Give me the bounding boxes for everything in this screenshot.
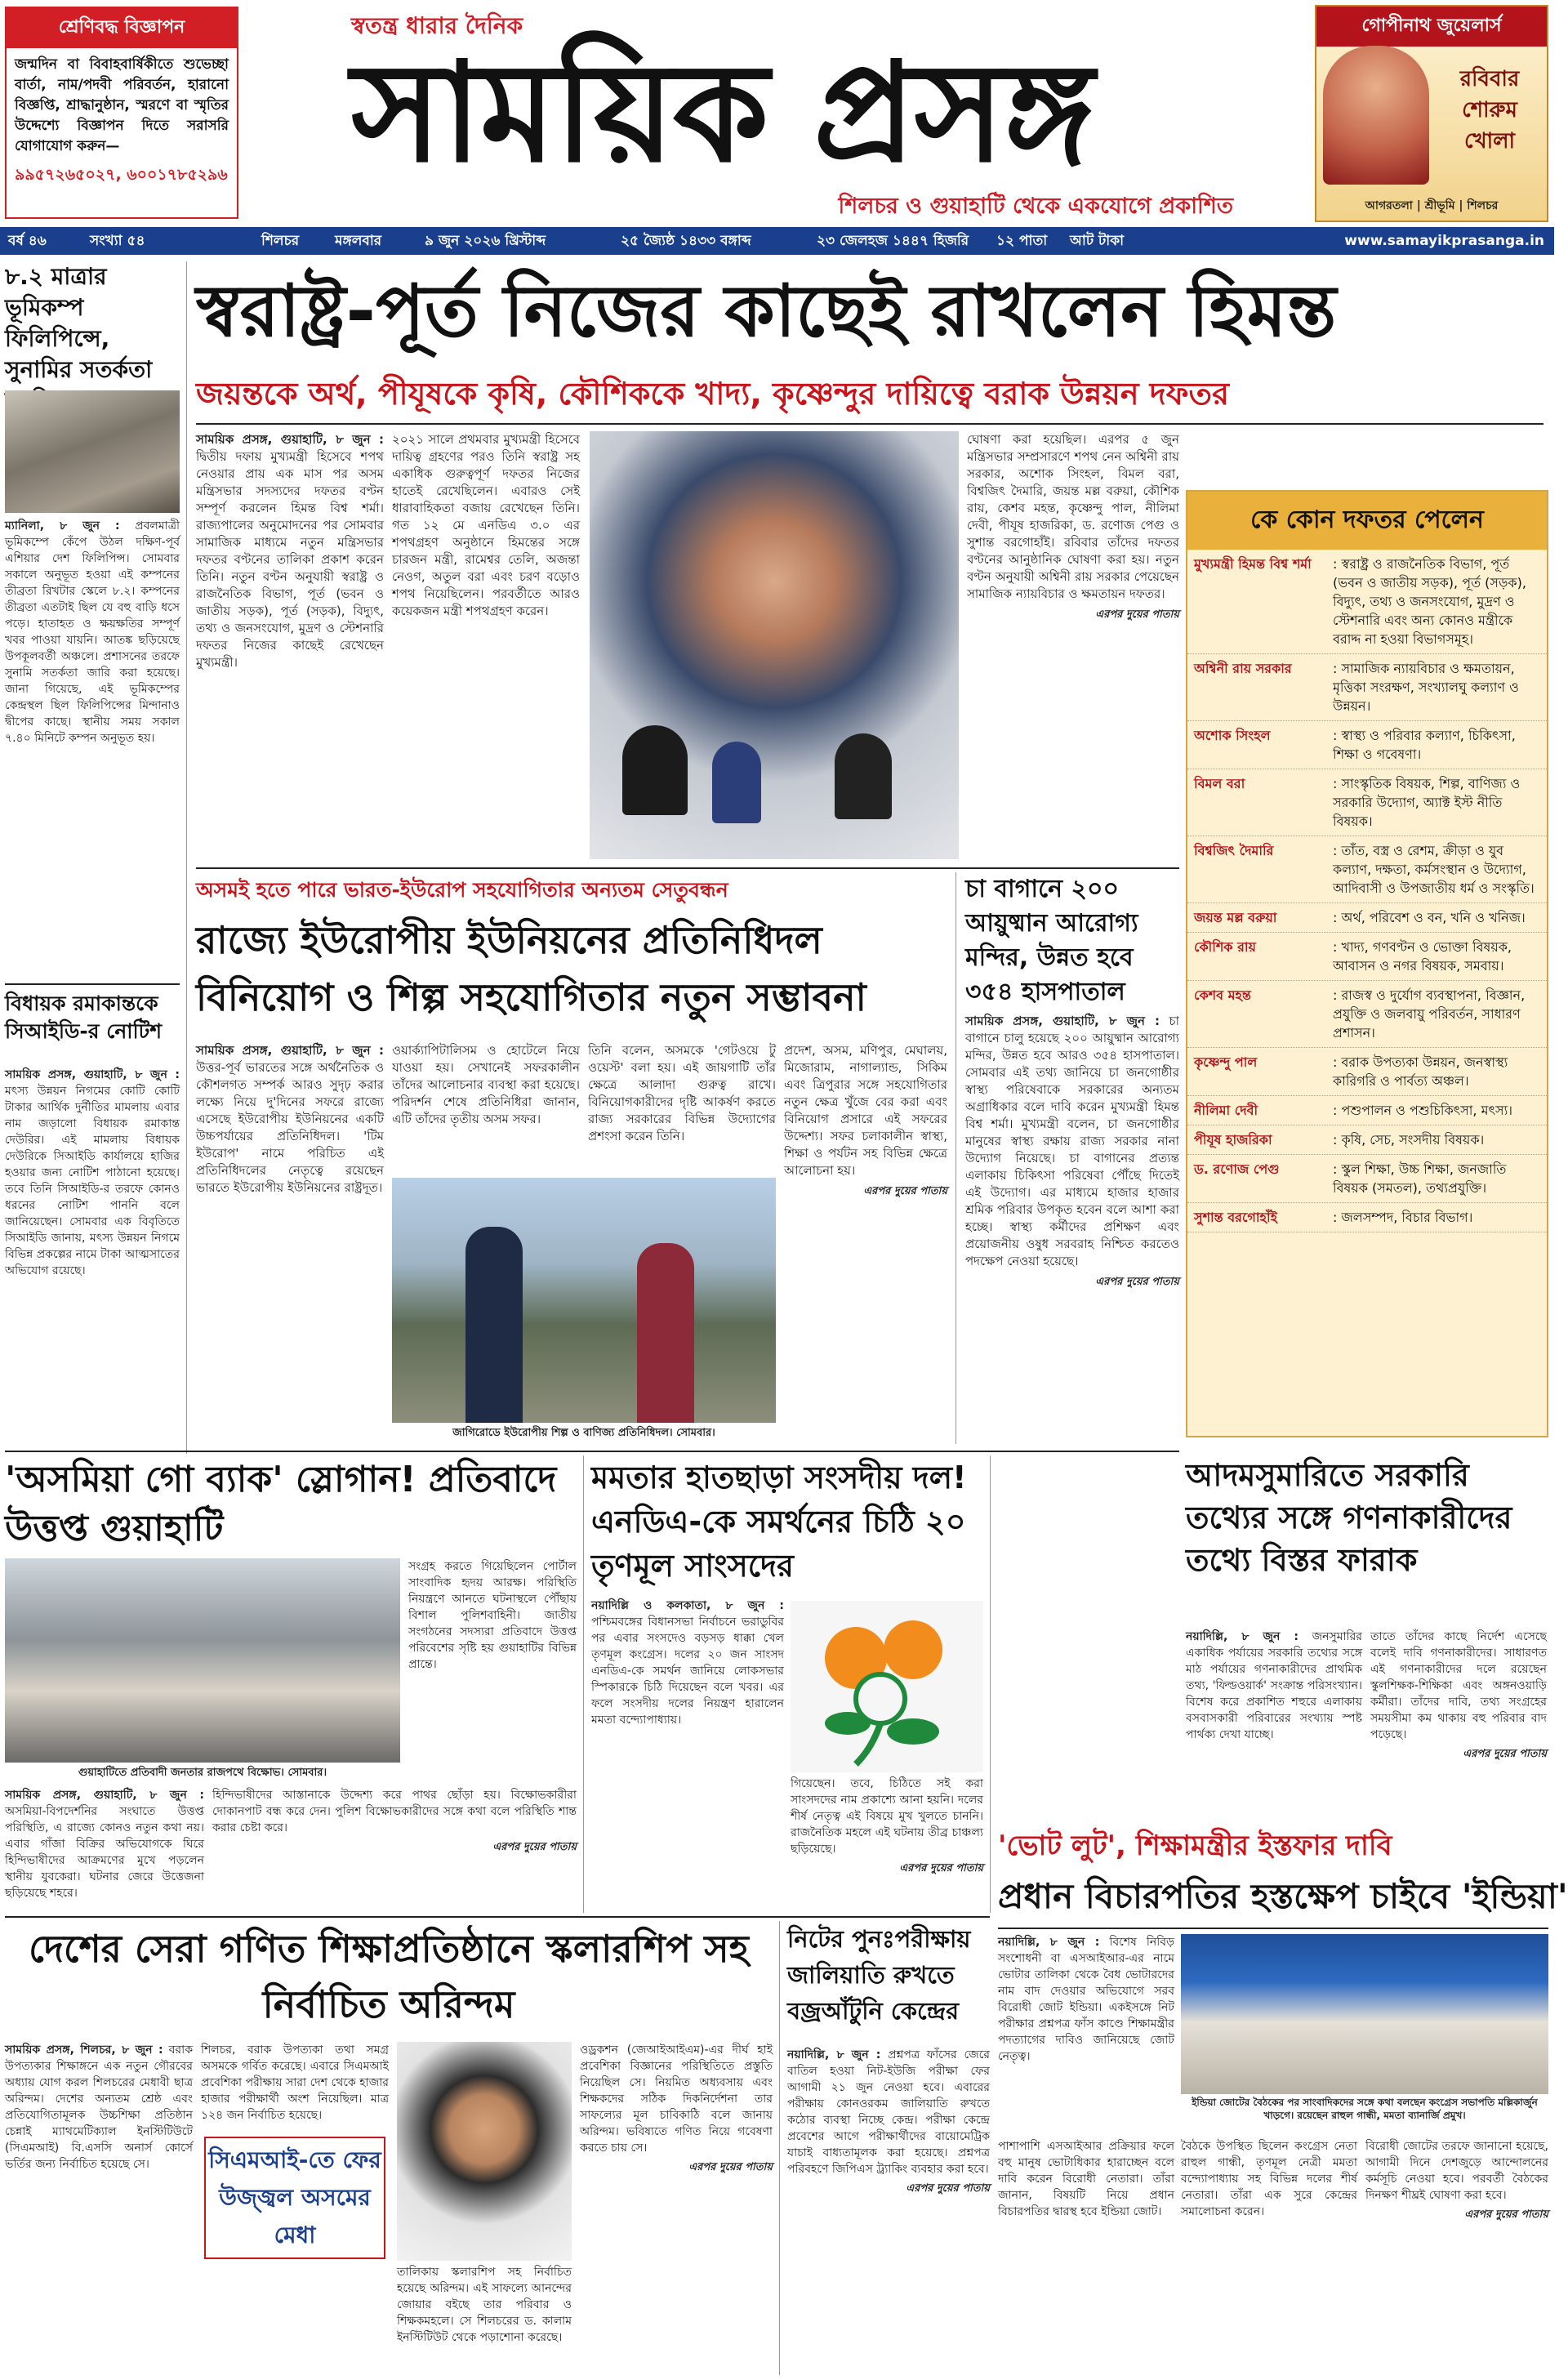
minister-name: কৌশিক রায়	[1194, 939, 1256, 955]
portfolio-heading: কে কোন দফতর পেলেন	[1187, 492, 1547, 550]
mla-headline: বিধায়ক রমাকান্তকে সিআইডি-র নোটিশ	[5, 992, 163, 1043]
scholar-headline: দেশের সেরা গণিত শিক্ষাপ্রতিষ্ঠানে স্কলারশিপ সহ নির্বাচিত অরিন্দম	[29, 1927, 749, 2026]
vote-text-1: বিশেষ নিবিড় সংশোধনী বা এসআইআর-এর নামে ভোটার তালিকা থেকে বৈধ ভোটারদের নাম বাদ দেওয়ার অভিযোগে সরব বিরোধী জোট ইন্ডিয়া। একইসঙ্গে নিট পরীক্ষার প্রশ্নপত্র ফাঁস কাণ্ডে শিক্ষামন্ত্রীর পদত্যাগের দাবিও জানিয়েছে জোট নেতৃত্ব।	[998, 1936, 1175, 2063]
portfolio-row	[1187, 1096, 1547, 1125]
minister-name: মুখ্যমন্ত্রী হিমন্ত বিশ্ব শর্মা	[1194, 556, 1312, 572]
portfolio-row	[1187, 1203, 1547, 1232]
tea-body	[965, 1013, 1179, 1446]
assam-text-2: সংগ্রহ করতে গিয়েছিলেন পোর্টাল সাংবাদিক হৃদয় আরক্ষ। পরিস্থিতি নিয়ন্ত্রণে আনতে ঘটনাস্থলে পৌঁছায় বিশাল পুলিশবাহিনী। জাতীয় সংগঠনের সদস্যরা প্রতিবাদে উত্তপ্ত পরিবেশের সৃষ্টি হয় গুয়াহাটির বিভিন্ন প্রান্তে।	[408, 1560, 577, 1671]
ad-text: রবিবার শোরুম খোলা	[1459, 67, 1520, 154]
assam-continued[interactable]: এরপর দুয়ের পাতায়	[492, 1841, 577, 1853]
vote-kicker: 'ভোট লুট', শিক্ষামন্ত্রীর ইস্তফার দাবি	[998, 1830, 1392, 1862]
mamata-text-2: গিয়েছেন। তবে, চিঠিতে সই করা সাংসদদের নাম প্রকাশ্যে আনা হয়নি। দলের শীর্ষ নেতৃত্ব এই বিষয়ে মুখ খুলতে চাননি। রাজনৈতিক মহলে এই ঘটনায় তীব্র চাঞ্চল্য ছড়িয়েছে।	[791, 1777, 983, 1856]
minister-departments: : জলসম্পদ, বিচার বিভাগ।	[1333, 1210, 1473, 1225]
issue: সংখ্যা ৫৪	[90, 233, 145, 249]
vote-photo	[1181, 1934, 1548, 2094]
lead-col-2	[392, 431, 580, 864]
census-text-2: তাতে তাঁদের কাছে নির্দেশ এসেছে বলেই দাবি গণনাকারীদের। সাধারণত এই গণনাকারীদের দলে রয়েছেন স্কুলশিক্ষক-শিক্ষিকা এবং অঙ্গনওয়াড়ি কর্মীরা। তাঁদের দাবি, তথ্য সংগ্রহের সময়সীমা কম থাকায় বহু পরিবার বাদ পড়েছে।	[1370, 1630, 1547, 1741]
vote-col-4	[1365, 2138, 1548, 2375]
person-figure	[637, 1243, 694, 1423]
census-col-2	[1370, 1629, 1547, 1816]
minister-departments: : তাঁত, বস্ত্র ও রেশম, ক্রীড়া ও যুব কল্যাণ, দক্ষতা, কর্মসংস্থান ও উদ্যোগ, আদিবাসী ও উপজাতীয় ধর্ম ও সংস্কৃতি।	[1333, 843, 1535, 896]
flower-logo-icon	[791, 1601, 983, 1772]
microphone-icon	[835, 733, 892, 819]
europe-text-1: উত্তর-পূর্ব ভারতের সঙ্গে অর্থনৈতিক ও কৌশলগত সম্পর্ক আরও সুদৃঢ় করার লক্ষ্যে নিয়ে দু'দিনের সফরে রাজ্যে এসেছে ইউরোপীয় ইউনিয়নের একটি উচ্চপর্যায়ের প্রতিনিধিদল। 'টিম ইউরোপ' নামে পরিচিত এই প্রতিনিধিদলের নেতৃত্বে রয়েছেন ভারতে ইউরোপীয় ইউনিয়নের রাষ্ট্রদূত।	[196, 1060, 384, 1195]
ad-address: আগরতলা | শ্রীভূমি | শিলচর	[1365, 199, 1499, 212]
portfolio-row	[1187, 903, 1547, 933]
volume: বর্ষ ৪৬	[8, 233, 47, 249]
assam-col-3	[212, 1787, 577, 1910]
divider	[5, 1451, 1179, 1452]
minister-departments: : অর্থ, পরিবেশ ও বন, খনি ও খনিজ।	[1333, 910, 1526, 925]
website-link[interactable]: www.samayikprasanga.in	[1344, 233, 1544, 249]
info-bar	[0, 227, 1554, 255]
minister-departments: : সাংস্কৃতিক বিষয়ক, শিল্প, বাণিজ্য ও সরকারি উদ্যোগ, অ্যাক্ট ইস্ট নীতি বিষয়ক।	[1333, 776, 1521, 829]
day: মঙ্গলবার	[335, 233, 382, 249]
lead-continued[interactable]: এরপর দুয়ের পাতায়	[1095, 608, 1179, 621]
lead-text-1: দ্বিতীয় দফায় মুখ্যমন্ত্রী হিসেবে শপথ নেওয়ার প্রায় এক মাস পর অসম মন্ত্রিসভার সদস্যদের দফতর বণ্টন সম্পূর্ণ করলেন হিমন্ত বিশ্ব শর্মা। রাজ্যপালের অনুমোদনের পর সোমবার সামাজিক মাধ্যমে নতুন মন্ত্রিসভার দফতর বণ্টনের তালিকা প্রকাশ করেন তিনি। নতুন বণ্টন অনুযায়ী স্বরাষ্ট্র ও রাজনৈতিক বিভাগ, পূর্ত (ভবন ও জাতীয় সড়ক), পূর্ত (সড়ক), বিদ্যুৎ, তথ্য ও জনসংযোগ, মুদ্রণ ও স্টেশনারি দফতর নিজের কাছেই রেখেছেন মুখ্যমন্ত্রী।	[196, 449, 384, 670]
lead-text-2: ২০২১ সালে প্রথমবার মুখ্যমন্ত্রী হিসেবে দায়িত্ব গ্রহণের পরও তিনি স্বরাষ্ট্র সহ একাধিক গুরুত্বপূর্ণ দফতর নিজের হাতেই রেখেছিলেন। এবারও সেই ধারাবাহিকতা বজায় রেখেছেন তিনি। গত ১২ মে এনডিএ ৩.০ এর শপথগ্রহণ অনুষ্ঠানে হিমন্তের সঙ্গে চারজন মন্ত্রী, রামেশ্বর তেলি, অজন্তা নেওগ, অতুল বরা এবং চরণ বড়োও শপথ নিয়েছিলেন। পরবর্তীতে আরও কয়েকজন মন্ত্রী শপথগ্রহণ করেন।	[392, 432, 580, 618]
masthead-title: সাময়িক প্রসঙ্গ	[351, 33, 1093, 193]
ad-brand: গোপীনাথ জুয়েলার্স	[1316, 7, 1547, 47]
minister-name: বিমল বরা	[1194, 776, 1245, 791]
minister-departments: : বরাক উপত্যকা উন্নয়ন, জনস্বাস্থ্য কারিগরি ও পার্বত্য অঞ্চল।	[1333, 1054, 1508, 1089]
divider	[5, 1916, 990, 1918]
date-english: ৯ জুন ২০২৬ খ্রিস্টাব্দ	[425, 233, 546, 249]
vote-text-2: পাশাপাশি এসআইআর প্রক্রিয়ার ফলে বহু মানুষ ভোটাধিকার হারাচ্ছেন বলে দাবি করেন বিরোধী নেতারা। তাঁরা জানান, বিষয়টি নিয়ে প্রধান বিচারপতির দ্বারস্থ হবে ইন্ডিয়া জোট।	[998, 2140, 1174, 2218]
scholar-dateline: সাময়িক প্রসঙ্গ, শিলচর, ৮ জুন :	[5, 2044, 163, 2057]
vote-headline: প্রধান বিচারপতির হস্তক্ষেপ চাইবে 'ইন্ডিয়া'	[998, 1876, 1568, 1916]
minister-name: অশ্বিনী রায় সরকার	[1194, 661, 1292, 676]
portfolio-row	[1187, 721, 1547, 769]
scholar-photo	[397, 2042, 572, 2261]
europe-caption: জাগিরোডে ইউরোপীয় শিল্প ও বাণিজ্য প্রতিনিধিদল। সোমবার।	[452, 1427, 715, 1439]
assam-col-2	[408, 1558, 577, 1784]
lead-headline: স্বরাষ্ট্র-পূর্ত নিজের কাছেই রাখলেন হিমন্ত	[196, 269, 1337, 353]
minister-departments: : সামাজিক ন্যায়বিচার ও ক্ষমতায়ন, মৃত্তিকা সংরক্ষণ, সংখ্যালঘু কল্যাণ ও উন্নয়ন।	[1333, 661, 1519, 714]
minister-departments: : স্বরাষ্ট্র ও রাজনৈতিক বিভাগ, পূর্ত (ভবন ও জাতীয় সড়ক), পূর্ত (সড়ক), বিদ্যুৎ, তথ্য ও জনসংযোগ, মুদ্রণ ও স্টেশনারি এবং অন্য কোনও মন্ত্রীকে বরাদ্দ না হওয়া বিভাগসমূহ।	[1333, 556, 1526, 647]
column-rule	[583, 1455, 584, 1913]
vote-col-2	[998, 2138, 1174, 2375]
mamata-col-1	[591, 1598, 784, 1908]
date-hijri: ২৩ জেলহজ ১৪৪৭ হিজরি	[817, 233, 969, 249]
quake-text: প্রবলমাত্রী ভূমিকম্পে কেঁপে উঠল দক্ষিণ-পূর্ব এশিয়ার দেশ ফিলিপিন্স। সোমবার সকালে অনুভূত হওয়া এই কম্পনের তীব্রতা রিখটার স্কেলে ৮.২। কম্পনের তীব্রতা এতটাই ছিল যে বহু বাড়ি ধসে পড়ে। হাতাহত ও ক্ষয়ক্ষতির সম্পূর্ণ খবর পাওয়া যায়নি। আতঙ্ক ছড়িয়েছে উপকূলবর্তী অঞ্চলে। প্রশাসনের তরফে সুনামি সতর্কতা জারি করা হয়েছে। জানা গিয়েছে, এই ভূমিকম্পের কেন্দ্রস্থল ছিল ফিলিপিন্সের মিন্দানাও দ্বীপের কাছে। স্থানীয় সময় সকাল ৭.৪০ মিনিটে কম্পন অনুভূত হয়।	[5, 519, 180, 745]
tea-text: চা বাগানে চালু হয়েছে ২০০ আয়ুষ্মান আরোগ্য মন্দির, উন্নত হবে আরও ৩৫৪ হাসপাতাল। সোমবার এই তথ্য জানিয়ে চা জনগোষ্ঠীর স্বাস্থ্য পরিষেবাকে সরকারের অন্যতম অগ্রাধিকার বলে দাবি করেন মুখ্যমন্ত্রী হিমন্ত বিশ্ব শর্মা। মুখ্যমন্ত্রী বলেন, চা জনগোষ্ঠীর মানুষের স্বাস্থ্য রক্ষায় রাজ্য সরকার নানা উদ্যোগ নিয়েছে। চা বাগানের প্রত্যন্ত এলাকায় চিকিৎসা পরিষেবা পৌঁছে দিতেই এই উদ্যোগ। এর মাধ্যমে হাজার হাজার শ্রমিক পরিবার উপকৃত হবেন বলে আশা করা হচ্ছে। স্বাস্থ্য কর্মীদের প্রশিক্ষণ এবং প্রয়োজনীয় ওষুধ সরবরাহ নিশ্চিত করতেও পদক্ষেপ নেওয়া হয়েছে।	[965, 1014, 1179, 1268]
portfolio-row	[1187, 1155, 1547, 1203]
assam-headline: 'অসমিয়া গো ব্যাক' স্লোগান! প্রতিবাদে উত্তপ্ত গুয়াহাটি	[5, 1459, 557, 1549]
classified-box	[5, 7, 238, 219]
minister-departments: : কৃষি, সেচ, সংসদীয় বিষয়ক।	[1333, 1132, 1485, 1148]
portfolio-list	[1187, 550, 1547, 1232]
europe-col-4	[784, 1042, 947, 1447]
ad-model-image	[1323, 46, 1429, 185]
masthead-subtitle: শিলচর ও গুয়াহাটি থেকে একযোগে প্রকাশিত	[838, 194, 1233, 219]
europe-text-2: ওয়ার্ক্যাপিটালিসম ও হোটেলে নিয়ে যাওয়া হয়। সেখানেই সফরকালীন তাঁদের আলোচনার ব্যবস্থা করা হয়েছে। পরিদর্শন শেষে প্রতিনিধিরা জানান, এটি তাঁদের তৃতীয় অসম সফর।	[392, 1043, 580, 1126]
portfolio-row	[1187, 769, 1547, 836]
classified-heading: শ্রেণিবদ্ধ বিজ্ঞাপন	[7, 8, 237, 48]
europe-kicker: অসমই হতে পারে ভারত-ইউরোপ সহযোগিতার অন্যতম সেতুবন্ধন	[196, 878, 728, 902]
portfolio-row	[1187, 981, 1547, 1048]
assam-dateline: সাময়িক প্রসঙ্গ, গুয়াহাটি, ৮ জুন :	[5, 1789, 204, 1802]
place: শিলচর	[261, 233, 300, 249]
tmc-logo	[791, 1601, 983, 1772]
quake-photo	[5, 390, 180, 513]
mamata-text-1: পশ্চিমবঙ্গের বিধানসভা নির্বাচনে ভরাডুবির পর এবার সংসদেও বড়সড় ধাক্কা খেল তৃণমূল কংগ্রেস। দলের ২০ জন সাংসদ এনডিএ-কে সমর্থন জানিয়ে লোকসভার স্পিকারকে চিঠি দিয়েছেন বলে খবর। এর ফলে সংসদীয় দলের নিয়ন্ত্রণ হারালেন মমতা বন্দ্যোপাধ্যায়।	[591, 1616, 784, 1727]
divider	[5, 983, 180, 985]
vote-caption: ইন্ডিয়া জোটের বৈঠকের পর সাংবাদিকদের সঙ্গে কথা বলছেন কংগ্রেস সভাপতি মল্লিকার্জুন খাড়গে। রয়েছেন রাহুল গান্ধী, মমতা ব্যানার্জি প্রমুখ।	[1192, 2097, 1538, 2121]
europe-photo	[392, 1178, 776, 1423]
mla-body	[5, 1067, 180, 1451]
portfolio-row	[1187, 1125, 1547, 1155]
lead-col-3	[967, 431, 1179, 859]
europe-text-4: প্রদেশ, অসম, মণিপুর, মেঘালয়, মিজোরাম, নাগাল্যান্ড, সিকিম এবং ত্রিপুরার সঙ্গে সহযোগিতার নতুন ক্ষেত্র খুঁজে বের করা এবং বিনিয়োগ প্রসারে এই সফরের উদ্দেশ্য। সফর চলাকালীন স্বাস্থ্য, শিক্ষা ও পর্যটন সহ বিভিন্ন ক্ষেত্রে আলোচনা হয়।	[784, 1043, 947, 1178]
person-figure	[466, 1227, 523, 1423]
lead-photo	[590, 431, 959, 859]
mamata-dateline: নয়াদিল্লি ও কলকাতা, ৮ জুন :	[591, 1599, 784, 1612]
quake-dateline: ম্যানিলা, ৮ জুন :	[5, 519, 120, 533]
europe-col-2	[392, 1042, 580, 1173]
vote-text-4: বিরোধী জোটের তরফে জানানো হয়েছে, আগামী দিনে দেশজুড়ে আন্দোলনের কর্মসূচি নেওয়া হবে। পরবর্তী বৈঠকের দিনক্ষণ শীঘ্রই ঘোষণা করা হবে।	[1365, 2140, 1548, 2202]
minister-departments: : স্কুল শিক্ষা, উচ্চ শিক্ষা, জনজাতি বিষয়ক (সমতল), তথ্যপ্রযুক্তি।	[1333, 1161, 1507, 1196]
vote-continued[interactable]: এরপর দুয়ের পাতায়	[1464, 2208, 1548, 2221]
census-continued[interactable]: এরপর দুয়ের পাতায়	[1463, 1748, 1547, 1760]
minister-name: জয়ন্ত মল্ল বরুয়া	[1194, 910, 1277, 925]
mla-dateline: সাময়িক প্রসঙ্গ, গুয়াহাটি, ৮ জুন :	[5, 1068, 180, 1081]
column-rule	[779, 1921, 780, 2375]
mamata-col-2	[791, 1776, 983, 1908]
europe-continued[interactable]: এরপর দুয়ের পাতায়	[863, 1185, 947, 1197]
census-text-1: জনসুমারির একাধিক পর্যায়ের সরকারি তথ্যের সঙ্গে মাঠ পর্যায়ের গণনাকারীদের প্রাথমিক তথ্য, 'ফিল্ডওয়ার্ক' সংক্রান্ত পরিসংখ্যান। বিশেষ করে প্রকাশিত শহুরে এলাকায় বসবাসকারী পরিবারের সংখ্যায় স্পষ্ট পার্থক্য দেখা যাচ্ছে।	[1186, 1630, 1362, 1741]
divider	[196, 423, 1544, 425]
census-col-1	[1186, 1629, 1362, 1816]
minister-departments: : রাজস্ব ও দুর্যোগ ব্যবস্থাপনা, বিজ্ঞান, প্রযুক্তি ও জলবায়ু পরিবর্তন, সাধারণ প্রশাসন।	[1333, 987, 1526, 1041]
minister-departments: : পশুপালন ও পশুচিকিৎসা, মৎস্য।	[1333, 1103, 1512, 1118]
scholar-col-1	[5, 2042, 193, 2373]
scholar-text-4: ওড্রকশন (জেআইআইএম)-এর দীর্ঘ হাই প্রবেশিকা বিজ্ঞানের পরিস্থিতিতে প্রস্তুতি নিয়েছিল সে। নিয়মিত অধ্যবসায় এবং শিক্ষকদের সঠিক দিকনির্দেশনা তার সাফল্যের মূল চাবিকাঠি বলে জানায় অরিন্দম। ভবিষ্যতে গণিত নিয়ে গবেষণা করতে চায় সে।	[580, 2044, 773, 2155]
minister-name: কেশব মহন্ত	[1194, 987, 1251, 1003]
minister-name: সুশান্ত বরগোহাঁই	[1194, 1210, 1277, 1225]
minister-name: পীযূষ হাজরিকা	[1194, 1132, 1272, 1148]
portfolio-box	[1186, 490, 1548, 1437]
classified-body: জন্মদিন বা বিবাহবার্ষিকীতে শুভেচ্ছা বার্তা, নাম/পদবী পরিবর্তন, হারানো বিজ্ঞপ্তি, শ্রাদ্ধানুষ্ঠান, স্মরণে বা স্মৃতির উদ্দেশ্যে বিজ্ঞাপন দিতে সরাসরি যোগাযোগ করুন—	[15, 56, 229, 154]
lead-subhead: জয়ন্তকে অর্থ, পীযূষকে কৃষি, কৌশিককে খাদ্য, কৃষ্ণেন্দুর দায়িত্বে বরাক উন্নয়ন দফতর	[196, 376, 1229, 412]
europe-headline: রাজ্যে ইউরোপীয় ইউনিয়নের প্রতিনিধিদল বিনিয়োগ ও শিল্প সহযোগিতার নতুন সম্ভাবনা	[196, 918, 866, 1019]
vote-col-3	[1181, 2138, 1357, 2375]
vote-dateline: নয়াদিল্লি, ৮ জুন :	[998, 1936, 1100, 1949]
tea-continued[interactable]: এরপর দুয়ের পাতায়	[1095, 1276, 1179, 1288]
assam-text-3: হিন্দিভাষীদের আস্তানাকে উদ্দেশ্য করে পাথর ছোঁড়া হয়। বিক্ষোভকারীরা দোকানপাট বন্ধ করে দেন। পুলিশ বিক্ষোভকারীদের সঙ্গে কথা বলে পরিস্থিতি শান্ত করার চেষ্টা করে।	[212, 1789, 577, 1834]
vote-col-1	[998, 1934, 1174, 2135]
minister-name: কৃষ্ণেন্দু পাল	[1194, 1054, 1258, 1070]
portfolio-row	[1187, 933, 1547, 981]
divider	[196, 867, 1179, 869]
minister-name: ড. রণোজ পেগু	[1194, 1161, 1280, 1177]
masthead-tagline: স্বতন্ত্র ধারার দৈনিক	[351, 12, 523, 39]
page-count: ১২ পাতা	[996, 233, 1048, 249]
microphone-icon	[622, 725, 688, 815]
europe-col-1	[196, 1042, 384, 1447]
europe-dateline: সাময়িক প্রসঙ্গ, গুয়াহাটি, ৮ জুন :	[196, 1043, 384, 1058]
assam-col-1	[5, 1787, 204, 1910]
microphone-icon	[712, 742, 761, 823]
lead-dateline: সাময়িক প্রসঙ্গ, গুয়াহাটি, ৮ জুন :	[196, 432, 384, 447]
neet-continued[interactable]: এরপর দুয়ের পাতায়	[906, 2182, 990, 2195]
mamata-continued[interactable]: এরপর দুয়ের পাতায়	[899, 1862, 983, 1874]
column-rule	[990, 1455, 991, 1913]
scholar-col-4	[580, 2042, 773, 2373]
assam-photo	[5, 1558, 400, 1763]
mamata-headline: মমতার হাতছাড়া সংসদীয় দল! এনডিএ-কে সমর্থনের চিঠি ২০ তৃণমূল সাংসদের	[591, 1460, 967, 1584]
europe-text-3: তিনি বলেন, অসমকে 'গেটওয়ে টু ওয়েস্ট' বলা হয়। এই জায়গাটি তাঁর ক্ষেত্রে আলাদা গুরুত্ব রাখে। বিনিয়োগকারীদের দৃষ্টি আকর্ষণ করতে রাজ্য সরকারের বিভিন্ন উদ্যোগের প্রশংসা করেন তিনি।	[588, 1043, 776, 1143]
vote-text-3: বৈঠকে উপস্থিত ছিলেন কংগ্রেস নেতা রাহুল গান্ধী, তৃণমূল নেত্রী মমতা বন্দ্যোপাধ্যায় সহ বিভিন্ন দলের শীর্ষ নেতারা। তাঁরা এক সুরে কেন্দ্রের সমালোচনা করেন।	[1181, 2140, 1357, 2218]
quake-body	[5, 518, 180, 975]
minister-departments: : স্বাস্থ্য ও পরিবার কল্যাণ, চিকিৎসা, শিক্ষা ও গবেষণা।	[1333, 728, 1516, 762]
portfolio-row	[1187, 1048, 1547, 1096]
column-rule	[186, 261, 187, 1454]
minister-departments: : খাদ্য, গণবণ্টন ও ভোক্তা বিষয়ক, আবাসন ও নগর বিষয়ক, সমবায়।	[1333, 939, 1512, 974]
divider	[998, 1928, 1548, 1929]
europe-col-3	[588, 1042, 776, 1173]
scholar-col-3	[397, 2264, 572, 2373]
portfolio-row	[1187, 654, 1547, 721]
price: আট টাকা	[1070, 233, 1125, 249]
date-bengali: ২৫ জ্যৈষ্ঠ ১৪৩৩ বঙ্গাব্দ	[621, 233, 751, 249]
tea-dateline: সাময়িক প্রসঙ্গ, গুয়াহাটি, ৮ জুন :	[965, 1014, 1160, 1028]
portfolio-row	[1187, 836, 1547, 903]
neet-body	[787, 2047, 990, 2373]
minister-name: নীলিমা দেবী	[1194, 1103, 1258, 1118]
classified-phones: ৯৯৫৭২৬৫০২৭, ৬০০১৭৮৫২৯৬	[15, 166, 228, 184]
quake-headline: ৮.২ মাত্রার ভূমিকম্প ফিলিপিন্সে, সুনামির সতর্কতা	[5, 263, 153, 383]
scholar-callout: সিএমআই-তে ফের উজ্জ্বল অসমের মেধা	[204, 2137, 385, 2259]
lead-col-1	[196, 431, 384, 864]
jewellery-ad[interactable]	[1315, 5, 1548, 222]
minister-name: অশোক সিংহল	[1194, 728, 1271, 743]
scholar-text-3: তালিকায় স্কলারশিপ সহ নির্বাচিত হয়েছে অরিন্দম। এই সাফল্যে আনন্দের জোয়ার বইছে তার পরিবার ও শিক্ষকমহলে। সে শিলচরের ড. কালাম ইনস্টিটিউট থেকে পড়াশোনা করেছে।	[397, 2266, 572, 2344]
minister-name: বিশ্বজিৎ দৈমারি	[1194, 843, 1274, 858]
census-dateline: নয়াদিল্লি, ৮ জুন :	[1186, 1630, 1298, 1643]
neet-headline: নিটের পুনঃপরীক্ষায় জালিয়াতি রুখতে বজ্রআঁটুনি কেন্দ্রের	[787, 1925, 971, 2025]
mla-text: মৎস্য উন্নয়ন নিগমের কোটি কোটি টাকার আর্থিক দুর্নীতির মামলায় এবার নাম জড়ালো বিধায়ক রমাকান্ত দেউরির। এই মামলায় বিধায়ক দেউরিকে সিআইডি কার্যালয়ে হাজির হওয়ার জন্য নোটিশ পাঠানো হয়েছে। তবে তিনি সিআইডি-র তরফে কোনও ধরনের নোটিশ পাননি বলে জানিয়েছেন। সোমবার এক বিবৃতিতে সিআইডি জানায়, মৎস্য উন্নয়ন নিগমে বিভিন্ন প্রকল্পের নামে টাকা আত্মসাতের অভিযোগ রয়েছে।	[5, 1085, 180, 1277]
portfolio-row	[1187, 550, 1547, 654]
assam-caption: গুয়াহাটিতে প্রতিবাদী জনতার রাজপথে বিক্ষোভ। সোমবার।	[78, 1767, 327, 1779]
census-headline: আদমসুমারিতে সরকারি তথ্যের সঙ্গে গণনাকারীদের তথ্যে বিস্তর ফারাক	[1186, 1457, 1512, 1578]
neet-text: প্রশ্নপত্র ফাঁসের জেরে বাতিল হওয়া নিট-ইউজি পরীক্ষা ফের আগামী ২১ জুন নেওয়া হবে। এবারের পরীক্ষায় কোনওরকম জালিয়াতি রুখতে কঠোর ব্যবস্থা নিচ্ছে কেন্দ্র। পরীক্ষা কেন্দ্রে প্রবেশের আগে পরীক্ষার্থীদের বায়োমেট্রিক যাচাই বাধ্যতামূলক করা হয়েছে। প্রশ্নপত্র পরিবহণে জিপিএস ট্র্যাকিং ব্যবহার করা হবে।	[787, 2048, 990, 2176]
scholar-text-1: বরাক উপত্যকার শিক্ষাঙ্গনে এক নতুন গৌরবের অধ্যায় যোগ করল শিলচরের মেধাবী ছাত্র অরিন্দম। দেশের অন্যতম শ্রেষ্ঠ এবং প্রতিযোগিতামূলক উচ্চশিক্ষা প্রতিষ্ঠান চেন্নাই ম্যাথমেটিক্যাল ইনস্টিটিউটে (সিএমআই) বি.এসসি অনার্স কোর্সে ভর্তির জন্য নির্বাচিত হয়েছে সে।	[5, 2044, 193, 2171]
assam-text-1: অসমিয়া-বিপদের্শনির সংঘাতে উত্তপ্ত পরিস্থিতি, এ রাজ্যে কোনও নতুন কথা নয়। এবার গাঁজা বিক্রির অভিযোগকে ঘিরে হিন্দিভাষীদের আক্রমণের মুখে পড়লেন স্থানীয় যুবকেরা। ঘটনার জেরে উত্তেজনা ছড়িয়েছে শহরে।	[5, 1805, 204, 1900]
lead-text-3: ঘোষণা করা হয়েছিল। এরপর ৫ জুন মন্ত্রিসভার সম্প্রসারণে শপথ নেন অশ্বিনী রায় সরকার, অশোক সিংহল, বিমল বরা, বিশ্বজিৎ দৈমারি, জয়ন্ত মল্ল বরুয়া, কৌশিক রায়, কেশব মহন্ত, কৃষ্ণেন্দু পাল, নীলিমা দেবী, পীযূষ হাজরিকা, ড. রণোজ পেগু ও সুশান্ত বরগোহাঁই। রবিবার তাঁদের দফতর বণ্টনের আনুষ্ঠানিক ঘোষণা করা হয়। নতুন বণ্টন অনুযায়ী অশ্বিনী রায় সরকার পেয়েছেন সামাজিক ন্যায়বিচার ও ক্ষমতায়ন দফতর।	[967, 432, 1179, 601]
tea-headline: চা বাগানে ২০০ আয়ুষ্মান আরোগ্য মন্দির, উন্নত হবে ৩৫৪ হাসপাতাল	[965, 875, 1138, 1006]
scholar-text-2: শিলচর, বরাক উপত্যকা তথা সমগ্র অসমকে গর্বিত করেছে। এবারে সিএমআই প্রবেশিকা পরীক্ষায় সারা দেশ থেকে হাজার হাজার পরীক্ষার্থী অংশ নিয়েছিল। মাত্র ১২৪ জন নির্বাচিত হয়েছে।	[201, 2044, 389, 2122]
neet-dateline: নয়াদিল্লি, ৮ জুন :	[787, 2048, 881, 2061]
scholar-continued[interactable]: এরপর দুয়ের পাতায়	[688, 2161, 773, 2173]
